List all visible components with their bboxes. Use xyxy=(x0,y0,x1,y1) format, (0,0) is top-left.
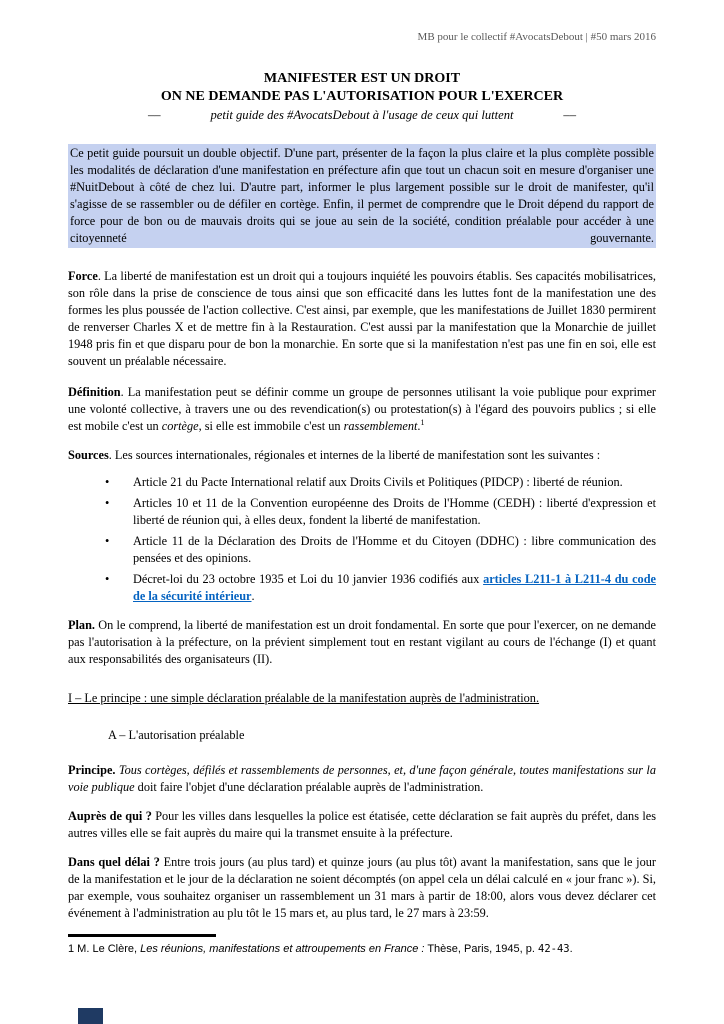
paragraph-plan-lead: Plan. xyxy=(68,618,95,632)
list-item-text: Article 21 du Pacte International relatif aux Droits Civils et Politiques (PIDCP) : liberté de réunion. xyxy=(133,475,623,489)
footnote-text-3: . xyxy=(569,943,573,955)
document-content xyxy=(68,30,656,922)
paragraph-aupres-text: Pour les villes dans lesquelles la police est étatisée, cette déclaration se fait auprès du préfet, dans les autres villes elle se fait auprès du maire qui la transmet ensuite à la préfecture. xyxy=(68,809,656,840)
subtitle-dash-right: –– xyxy=(563,108,576,122)
paragraph-definition-lead: Définition xyxy=(68,385,121,399)
sources-list xyxy=(68,474,656,605)
subtitle-row xyxy=(148,106,576,124)
paragraph-force-text: . La liberté de manifestation est un droit qui a toujours inquiété les pouvoirs établis. Ses capacités mobilisatrices, son rôle dans la prise de conscience de tous ainsi que son efficacité dans les luttes font de la manifestation une des formes les plus poussée de l'action collective. C'est ainsi, par exemple, que les manifestations de Juillet 1830 permirent de renverser Charles X et de mettre fin à la Restauration. C'est aussi par la manifestation que la Monarchie de juillet 1948 pris fin et que disparu pour de bon la monarchie. En sorte que si la manifestation n'est pas une fin en soi, elle est souvent un préalable nécessaire. xyxy=(68,269,656,368)
header-text: MB pour le collectif #AvocatsDebout | #50 mars 2016 xyxy=(417,31,656,43)
document-title-line2: ON NE DEMANDE PAS L'AUTORISATION POUR L'EXERCER xyxy=(160,89,564,104)
paragraph-delai-lead: Dans quel délai ? xyxy=(68,855,160,869)
paragraph-plan-text: On le comprend, la liberté de manifestation est un droit fondamental. En sorte que pour l'exercer, on ne demande pas l'autorisation à la préfecture, on la prévient simplement tout en restant vigilant au cours de l'échange (I) et quant aux responsabilités des organisateurs (II). xyxy=(68,618,656,666)
paragraph-sources-lead: Sources xyxy=(68,448,109,462)
section-heading-one: I – Le principe : une simple déclaration préalable de la manifestation auprès de l'administration. xyxy=(68,691,540,705)
footnote-text-2: Thèse, Paris, 1945, p. xyxy=(424,943,538,955)
paragraph-force-lead: Force xyxy=(68,269,98,283)
list-item-ddhc xyxy=(105,533,656,567)
footnote-reference: 1 xyxy=(420,417,425,427)
paragraph-principe-lead: Principe. xyxy=(68,763,116,777)
list-item-pidcp xyxy=(105,474,656,491)
paragraph-principe-text: doit faire l'objet d'une déclaration préalable auprès de l'administration. xyxy=(134,780,484,794)
list-item-cedh xyxy=(105,495,656,529)
definition-italic-cortege: cortège xyxy=(161,419,199,433)
footnote-italic-title: Les réunions, manifestations et attroupements en France : xyxy=(140,943,425,955)
subtitle-dash-left: –– xyxy=(148,108,161,122)
footnote-text-1: 1 M. Le Clère, xyxy=(68,943,141,955)
list-item-text: Articles 10 et 11 de la Convention européenne des Droits de l'Homme (CEDH) : liberté d'expression et liberté de réunion qui, à elles deux, fondent la liberté de manifestation. xyxy=(133,496,656,527)
paragraph-dans-quel-delai xyxy=(68,854,656,922)
paragraph-definition-text-3: . xyxy=(417,419,421,433)
paragraph-plan xyxy=(68,617,656,668)
section-heading-a: A – L'autorisation préalable xyxy=(108,728,245,742)
paragraph-sources-text: . Les sources internationales, régionales et internes de la liberté de manifestation sont les suivantes : xyxy=(108,448,601,462)
intro-highlighted-paragraph: Ce petit guide poursuit un double objectif. D'une part, présenter de la façon la plus claire et la plus complète possible les modalités de déclaration d'une manifestation en préfecture afin que tout un chacun soit en mesure d'organiser une #NuitDebout à côté de chez lui. D'autre part, informer le plus largement possible sur le droit de manifester, qu'il s'agisse de se rassembler ou de défiler en cortège. Enfin, il permet de comprendre que le Droit dépend du rapport de force pour de bon ou de mauvais droits qui se joue au sein de la société, condition préalable pour accéder à une citoyenneté gouvernante. xyxy=(68,144,656,248)
paragraph-sources xyxy=(68,447,656,464)
paragraph-principe xyxy=(68,762,656,796)
footnote-separator xyxy=(68,934,216,937)
footnote-pages: 42-43 xyxy=(538,943,570,955)
footnote-area xyxy=(68,934,656,957)
list-item-decret-loi xyxy=(105,571,657,605)
paragraph-definition-text-1: . La manifestation peut se définir comme un groupe de personnes utilisant la voie publique pour exprimer une volonté collective, à travers une ou des revendication(s) ou protestation(s) à l'égard des pouvoirs publics ; si elle est mobile c'est un xyxy=(68,385,656,433)
bullet-icon: • xyxy=(105,534,110,548)
paragraph-definition-text-2: , si elle est immobile c'est un xyxy=(198,419,344,433)
footer-blue-box xyxy=(78,1008,103,1024)
bullet-icon: • xyxy=(105,496,110,510)
document-title-line1: MANIFESTER EST UN DROIT xyxy=(263,71,461,86)
list-item-text: Décret-loi du 23 octobre 1935 et Loi du 10 janvier 1936 codifiés aux xyxy=(133,572,484,586)
title-block xyxy=(68,70,656,124)
paragraph-delai-text: Entre trois jours (au plus tard) et quinze jours (au plus tôt) avant la manifestation, sans que le jour de la manifestation et le jour de la déclaration ne soient décomptés (on appel cela un délai calculé en « jour franc »). Si, par exemple, vous souhaitez organiser un rassemblement un 31 mars à partir de 18:00, alors vous devez déclarer cet événement à l'administration au plu tôt le 15 mars et, au plus tard, le 27 mars à 23:59. xyxy=(68,855,656,920)
paragraph-aupres-lead: Auprès de qui ? xyxy=(68,809,152,823)
document-subtitle: petit guide des #AvocatsDebout à l'usage de ceux qui luttent xyxy=(210,108,514,122)
page-header xyxy=(68,30,656,44)
paragraph-force xyxy=(68,268,656,370)
paragraph-principe-italic: Tous cortèges, défilés et rassemblements de personnes, et, d'une façon générale, toutes manifestations sur la voie publique xyxy=(68,763,656,794)
list-item-text: Article 11 de la Déclaration des Droits de l'Homme et du Citoyen (DDHC) : libre communication des pensées et des opinions. xyxy=(133,534,656,565)
legal-code-articles-link[interactable]: articles L211-1 à L211-4 du code de la sécurité intérieur xyxy=(133,572,657,603)
bullet-icon: • xyxy=(105,572,110,586)
paragraph-aupres-de-qui xyxy=(68,808,656,842)
definition-italic-rassemblement: rassemblement xyxy=(343,419,418,433)
list-item-text-after: . xyxy=(251,589,255,603)
footnote xyxy=(68,942,656,957)
paragraph-definition xyxy=(68,384,656,435)
bullet-icon: • xyxy=(105,475,110,489)
